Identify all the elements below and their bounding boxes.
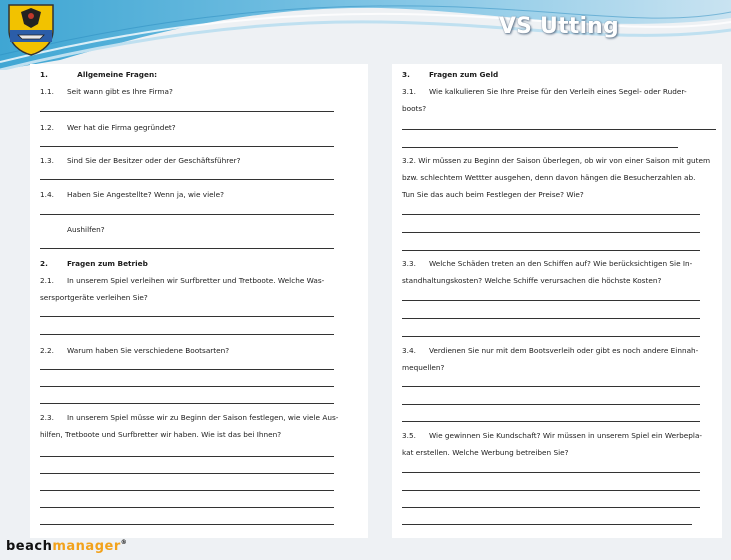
answer-line [40, 334, 334, 335]
registered-mark: ® [120, 539, 128, 546]
answer-line [402, 147, 678, 148]
answer-line [402, 250, 700, 251]
page-title: VS Utting [498, 14, 619, 39]
section-heading-1: 1. Allgemeine Fragen: [40, 70, 158, 79]
answer-line [40, 473, 334, 474]
answer-line [402, 472, 700, 473]
question-3-4: 3.4. Verdienen Sie nur mit dem Bootsverleih oder gibt es noch andere Einnah- mequellen? [402, 346, 699, 372]
beachmanager-logo [6, 539, 127, 554]
question-1-1: 1.1. Seit wann gibt es Ihre Firma? [40, 87, 173, 96]
question-1-2: 1.2. Wer hat die Firma gegründet? [40, 123, 176, 132]
question-2-2: 2.2. Warum haben Sie verschiedene Bootsarten? [40, 346, 230, 355]
answer-line [402, 336, 700, 337]
answer-line [402, 507, 700, 508]
answer-line [40, 507, 334, 508]
question-2-1: 2.1. In unserem Spiel verleihen wir Surfbretter und Tretboote. Welche Was- sersportgeräte verleihen Sie? [40, 276, 325, 302]
question-3-3: 3.3. Welche Schäden treten an den Schiffen auf? Wie berücksichtigen Sie In- standhaltungskosten? Welche Schiffe verursachen die höchste Kosten? [402, 259, 693, 285]
question-1-4-aushilfen: Aushilfen? [67, 225, 105, 234]
answer-line [40, 524, 334, 525]
answer-line [402, 421, 700, 422]
question-3-2: 3.2. Wir müssen zu Beginn der Saison überlegen, ob wir von einer Saison mit gutem bzw. schlechtem Wettter ausgehen, denn davon hängen die Besucherzahlen ab. Tun Sie das auch beim Festlegen der Preise? Wie? [402, 156, 711, 199]
answer-line [40, 386, 334, 387]
answer-line [40, 146, 334, 147]
section-heading-2: 2. Fragen zum Betrieb [40, 259, 148, 268]
section-heading-3: 3. Fragen zum Geld [402, 70, 499, 79]
answer-line [40, 214, 334, 215]
answer-line [402, 129, 716, 130]
coat-of-arms-icon [6, 2, 56, 56]
answer-line [402, 300, 700, 301]
wave-background [0, 0, 731, 70]
logo-text-manager: manager [52, 539, 121, 554]
answer-line [40, 316, 334, 317]
answer-line [402, 490, 700, 491]
question-3-1: 3.1. Wie kalkulieren Sie Ihre Preise für den Verleih eines Segel- oder Ruder- boots? [402, 87, 687, 113]
answer-line [402, 214, 700, 215]
answer-line [40, 403, 334, 404]
question-2-3: 2.3. In unserem Spiel müsse wir zu Beginn der Saison festlegen, wie viele Aus- hilfen, Tretboote und Surfbretter wir haben. Wie ist das bei Ihnen? [40, 413, 339, 439]
answer-line [402, 524, 692, 525]
answer-line [402, 318, 700, 319]
question-1-3: 1.3. Sind Sie der Besitzer oder der Geschäftsführer? [40, 156, 241, 165]
answer-line [40, 490, 334, 491]
logo-text-beach: beach [6, 539, 53, 554]
question-3-5: 3.5. Wie gewinnen Sie Kundschaft? Wir müssen in unserem Spiel ein Werbepla- kat erstellen. Welche Werbung betreiben Sie? [402, 431, 703, 457]
answer-line [40, 111, 334, 112]
header-banner [0, 0, 731, 70]
answer-line [402, 404, 700, 405]
question-1-4: 1.4. Haben Sie Angestellte? Wenn ja, wie viele? [40, 190, 224, 199]
worksheet-left-column [30, 64, 368, 538]
answer-line [40, 456, 334, 457]
answer-line [40, 248, 334, 249]
answer-line [40, 179, 334, 180]
answer-line [40, 369, 334, 370]
answer-line [402, 386, 700, 387]
answer-line [402, 232, 700, 233]
worksheet-right-column [392, 64, 722, 538]
